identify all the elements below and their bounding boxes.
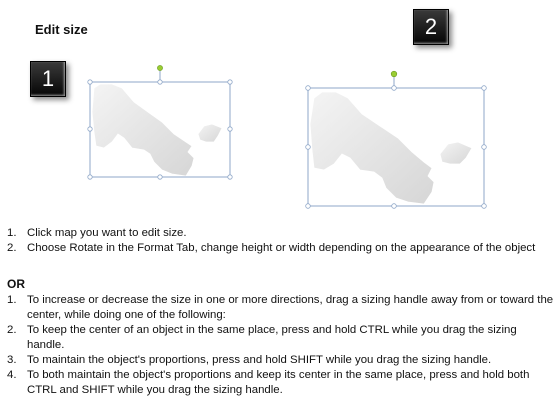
sizing-handle[interactable] — [158, 175, 162, 179]
list-text: Click map you want to edit size. — [27, 227, 187, 239]
sizing-handle[interactable] — [88, 175, 92, 179]
rotate-handle[interactable] — [157, 65, 162, 70]
sizing-handle[interactable] — [482, 145, 487, 150]
list-item — [7, 323, 555, 353]
list-text: To both maintain the object's proportions and keep its center in the same place, press and hold both CTRL and SHIFT while you drag the sizing handle. — [27, 369, 530, 396]
sizing-handle[interactable] — [392, 86, 397, 91]
step-badge-1: 1 — [30, 61, 66, 97]
sizing-handle[interactable] — [88, 127, 92, 131]
sizing-handle[interactable] — [482, 204, 487, 209]
instructions-list-b — [7, 293, 555, 398]
page-title: Edit size — [35, 22, 88, 37]
step-badge-2: 2 — [413, 9, 449, 45]
map-figure-small[interactable] — [82, 62, 242, 192]
list-item — [7, 293, 555, 323]
sizing-handle[interactable] — [228, 80, 232, 84]
sizing-handle[interactable] — [88, 80, 92, 84]
list-number: 2. — [7, 242, 17, 254]
sizing-handle[interactable] — [392, 204, 397, 209]
sizing-handle[interactable] — [306, 86, 311, 91]
list-text: To increase or decrease the size in one or more directions, drag a sizing handle away from or toward the center, while doing one of the following: — [27, 294, 554, 321]
list-number: 2. — [7, 324, 17, 336]
list-number: 3. — [7, 354, 17, 366]
list-text: To maintain the object's proportions, press and hold SHIFT while you drag the sizing handle. — [27, 354, 492, 366]
list-number: 4. — [7, 369, 17, 381]
list-text: To keep the center of an object in the same place, press and hold CTRL while you drag the sizing handle. — [27, 324, 517, 351]
map-shape-small[interactable] — [82, 62, 242, 192]
list-item — [7, 368, 555, 398]
sizing-handle[interactable] — [482, 86, 487, 91]
list-item — [7, 241, 555, 256]
list-item — [7, 353, 555, 368]
sizing-handle[interactable] — [306, 204, 311, 209]
list-number: 1. — [7, 294, 17, 306]
sizing-handle[interactable] — [306, 145, 311, 150]
or-separator: OR — [7, 277, 25, 291]
list-text: Choose Rotate in the Format Tab, change height or width depending on the appearance of the object — [27, 242, 536, 254]
sizing-handle[interactable] — [228, 127, 232, 131]
sizing-handle[interactable] — [158, 80, 162, 84]
map-figure-large[interactable] — [300, 68, 495, 213]
instructions-list-a — [7, 226, 555, 256]
rotate-handle[interactable] — [391, 71, 397, 77]
list-item — [7, 226, 555, 241]
list-number: 1. — [7, 227, 17, 239]
map-shape-large[interactable] — [300, 68, 495, 213]
sizing-handle[interactable] — [228, 175, 232, 179]
